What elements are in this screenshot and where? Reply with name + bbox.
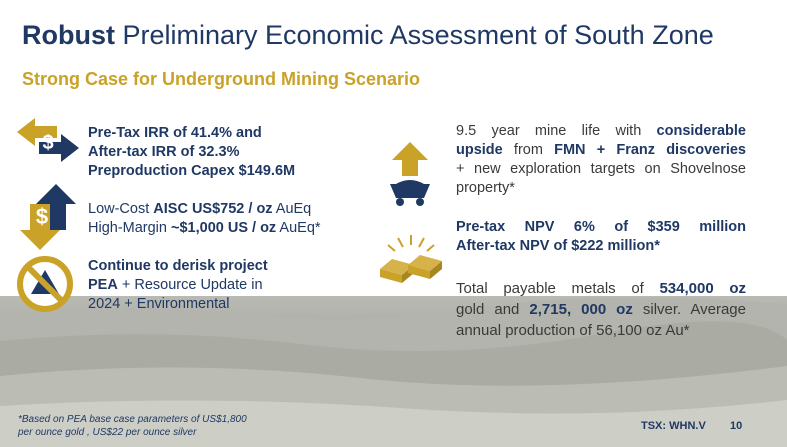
mine-cart-up-arrow-icon (384, 142, 436, 213)
ticker-symbol: TSX: WHN.V (641, 420, 706, 432)
payable-metals-text: Total payable metals of 534,000 oz gold and 2,715, 000 oz silver. Average annual production of 56,100 oz Au* (456, 280, 746, 339)
mine-life-text: 9.5 year mine life with considerable upside from FMN + Franz discoveries + new exploration targets on Shovelnose property* (456, 123, 747, 196)
npv-text: Pre-tax NPV 6% of $359 million After-tax NPV of $222 million* (456, 219, 746, 254)
page-number: 10 (730, 420, 743, 432)
derisk-text: Continue to derisk project PEA + Resource Update in 2024 + Environmental (88, 258, 268, 312)
cost-margin-text: Low-Cost AISC US$752 / oz AuEq High-Margin ~$1,000 US / oz AuEq* (88, 201, 321, 236)
svg-text:$: $ (35, 204, 49, 229)
irr-capex-text: Pre-Tax IRR of 41.4% and After-tax IRR of 32.3% Preproduction Capex $149.6M (88, 125, 296, 179)
page-title: Robust Preliminary Economic Assessment of South Zone (22, 20, 714, 50)
svg-text:$: $ (42, 132, 54, 154)
gold-bars-icon (378, 235, 444, 290)
up-down-arrows-dollar-icon (20, 184, 76, 255)
page-subtitle: Strong Case for Underground Mining Scenario (22, 69, 421, 89)
no-mining-sign-icon (17, 256, 73, 317)
footnote: *Based on PEA base case parameters of US$1,800 per ounce gold , US$22 per ounce silver (18, 414, 247, 438)
exchange-arrows-dollar-icon (17, 118, 79, 167)
